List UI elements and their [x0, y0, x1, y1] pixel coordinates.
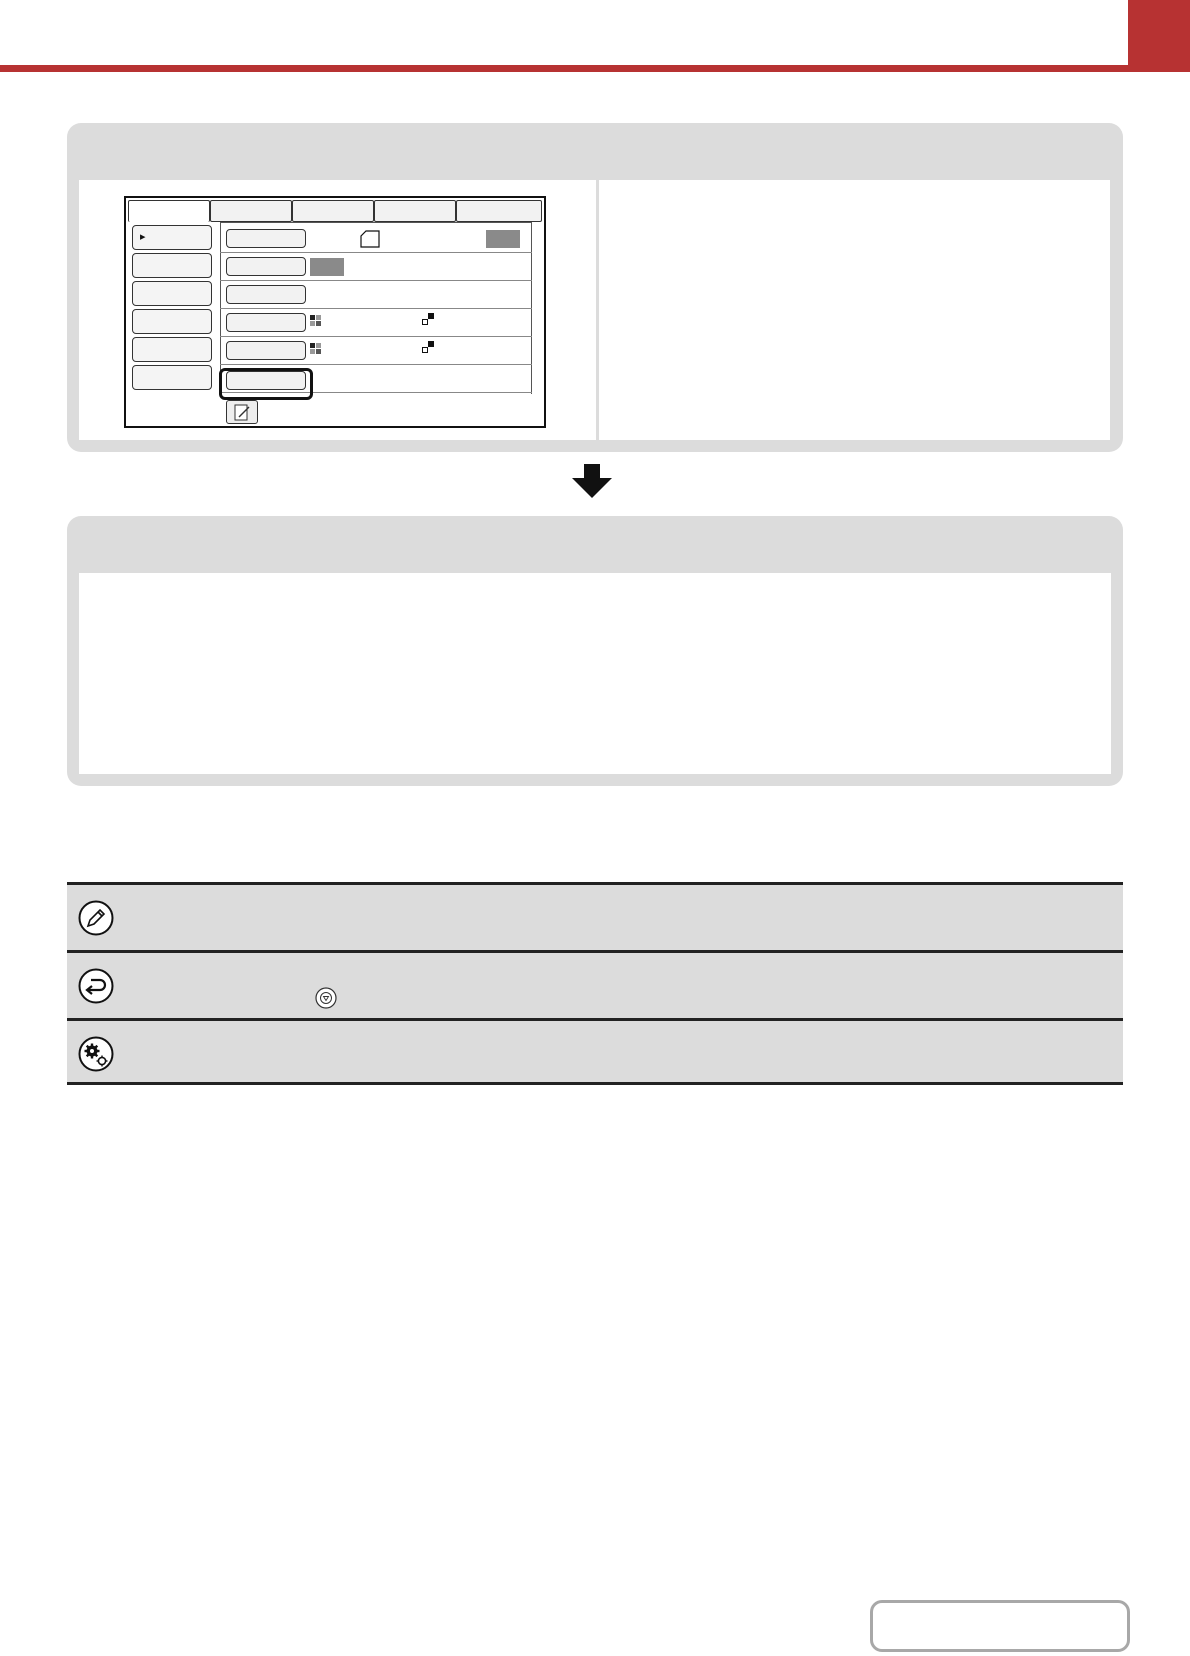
row-button-3[interactable] — [226, 285, 306, 304]
pencil-icon — [78, 900, 114, 936]
header-rule — [0, 65, 1128, 72]
side-button-2[interactable] — [132, 253, 212, 278]
row-divider — [220, 252, 532, 253]
screen-tab-4[interactable] — [374, 200, 456, 222]
step-2-description-area — [79, 573, 1111, 774]
note-row-1 — [67, 885, 1123, 950]
original-page-icon — [360, 230, 380, 248]
note-row-3 — [67, 1021, 1123, 1082]
page-nav-box[interactable] — [870, 1600, 1130, 1652]
row-divider — [220, 364, 532, 365]
note-rule — [67, 1082, 1123, 1085]
row-button-4[interactable] — [226, 313, 306, 332]
density-icon — [422, 313, 434, 325]
side-button-5[interactable] — [132, 337, 212, 362]
return-arrow-icon — [78, 968, 114, 1004]
screen-tab-1[interactable] — [128, 200, 210, 222]
step-1-description-area — [599, 180, 1110, 440]
chapter-tab — [1128, 0, 1190, 72]
density-icon — [422, 341, 434, 353]
color-mode-icon — [310, 343, 321, 354]
side-button-4[interactable] — [132, 309, 212, 334]
row-divider — [220, 280, 532, 281]
side-button-1[interactable] — [132, 225, 212, 250]
row-divider — [220, 308, 532, 309]
stop-key-icon — [315, 987, 337, 1009]
play-icon: ▸ — [140, 231, 146, 243]
screen-tab-3[interactable] — [292, 200, 374, 222]
memo-button[interactable] — [226, 400, 258, 424]
screen-tab-2[interactable] — [210, 200, 292, 222]
side-button-6[interactable] — [132, 365, 212, 390]
touch-panel-screen — [124, 196, 546, 428]
row-button-1[interactable] — [226, 229, 306, 248]
highlight-frame — [219, 368, 313, 400]
memo-pad-icon — [227, 401, 257, 423]
row-button-5[interactable] — [226, 341, 306, 360]
gear-settings-icon — [78, 1036, 114, 1072]
side-button-3[interactable] — [132, 281, 212, 306]
status-swatch — [310, 258, 344, 276]
color-mode-icon — [310, 315, 321, 326]
note-row-2 — [67, 953, 1123, 1018]
row-divider — [220, 336, 532, 337]
screen-tab-5[interactable] — [456, 200, 542, 222]
step-2-panel — [67, 516, 1123, 786]
status-swatch — [486, 230, 520, 248]
row-button-2[interactable] — [226, 257, 306, 276]
down-arrow-icon — [572, 464, 612, 498]
